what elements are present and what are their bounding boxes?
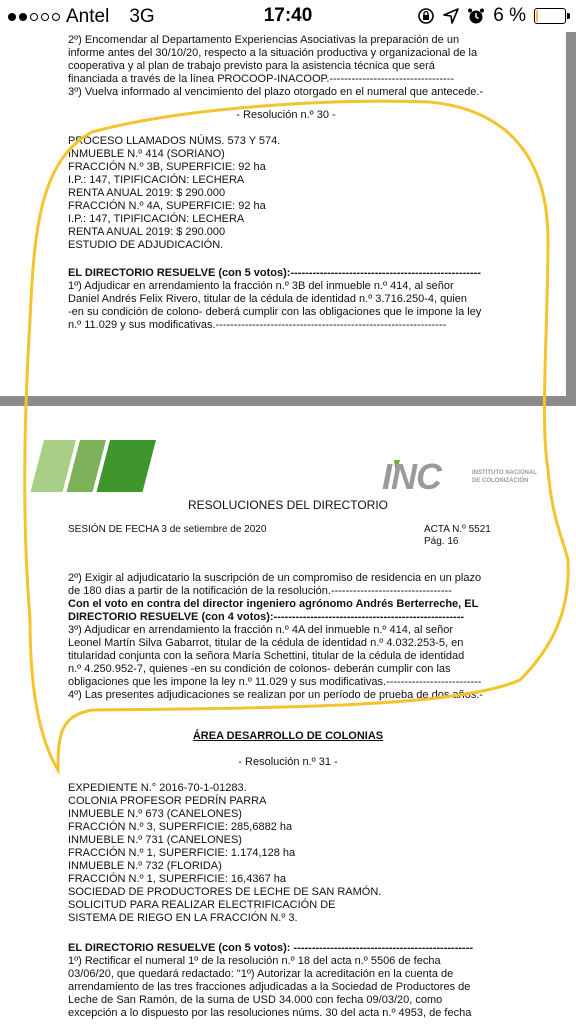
detail-line: RENTA ANUAL 2019: $ 290.000 [68, 187, 226, 199]
logo-subtitle-1: INSTITUTO NACIONAL [472, 470, 537, 476]
acta-number: ACTA N.º 5521 [424, 524, 491, 535]
status-icons [417, 5, 566, 27]
clock: 17:40 [263, 5, 313, 26]
resolution-31-details [68, 782, 381, 925]
resolution-30-title: - Resolución n.º 30 - [236, 109, 336, 121]
header-title: RESOLUCIONES DEL DIRECTORIO [187, 498, 389, 512]
detail-line: ESTUDIO DE ADJUDICACIÓN. [68, 239, 224, 251]
detail-line: COLONIA PROFESOR PEDRÍN PARRA [68, 795, 267, 807]
detail-line: FRACCIÓN N.º 3B, SUPERFICIE: 92 ha [68, 161, 266, 173]
text-line: cooperativa y al plan de trabajo previsto para la asistencia técnica que será [68, 60, 435, 72]
detail-line: I.P.: 147, TIPIFICACIÓN: LECHERA [68, 213, 245, 225]
detail-line: FRACCIÓN N.º 1, SUPERFICIE: 16,4367 ha [68, 873, 286, 885]
text-line: arrendamiento de las tres fracciones adjudicadas a la Sociedad de Productores de [68, 981, 471, 993]
text-line: obligaciones que les impone la ley n.º 11.029 y sus modificativas.-------------------------- [68, 676, 482, 688]
session-date: SESIÓN DE FECHA 3 de setiembre de 2020 [68, 524, 267, 535]
detail-line: FRACCIÓN N.º 1, SUPERFICIE: 1.174,128 ha [68, 847, 296, 859]
battery-percent: 6 % [493, 5, 526, 26]
text-line: 3º) Adjudicar en arrendamiento la fracción n.º 4A del inmueble n.º 414, al señor [68, 624, 454, 636]
text-line: -en su condición de colono- deberá cumplir con las obligaciones que le impone la ley [68, 306, 482, 318]
area-title: ÁREA DESARROLLO DE COLONIAS [192, 730, 384, 742]
resolve-header-31: EL DIRECTORIO RESUELVE (con 5 votos): ------------------------------------------------- [68, 942, 474, 954]
resolve-paragraph-31 [68, 955, 471, 1020]
detail-line: SOLICITUD PARA REALIZAR ELECTRIFICACIÓN DE [68, 899, 336, 911]
rotation-lock-icon [417, 7, 435, 25]
logo-subtitle-2: DE COLONIZACIÓN [472, 478, 529, 484]
detail-line: FRACCIÓN N.º 3, SUPERFICIE: 285,6882 ha [68, 821, 293, 833]
text-line: n.º 11.029 y sus modificativas.--------------------------------------------------------------- [68, 319, 447, 331]
text-line: excepción a lo dispuesto por las resoluciones núms. 30 del acta n.º 4953, de fecha [68, 1007, 472, 1019]
network-type: 3G [129, 6, 155, 27]
paragraph-3-4 [68, 624, 483, 702]
text-line: 3º) Vuelva informado al vencimiento del plazo otorgado en el numeral que antecede.- [68, 86, 484, 98]
detail-line: SOCIEDAD DE PRODUCTORES DE LECHE DE SAN RAMÓN. [68, 886, 382, 898]
text-line: de 180 días a partir de la notificación de la resolución.--------------------------------- [68, 585, 452, 597]
text-line: 1º) Adjudicar en arrendamiento la fracción n.º 3B del inmueble n.º 414, al señor [68, 280, 454, 292]
text-line: Con el voto en contra del director ingeniero agrónomo Andrés Berterreche, EL [68, 598, 479, 610]
logo-text: INC [382, 456, 441, 497]
detail-line: SISTEMA DE RIEGO EN LA FRACCIÓN N.º 3. [68, 912, 298, 924]
text-line: DIRECTORIO RESUELVE (con 4 votos):---------------------------------------------------- [68, 611, 465, 623]
text-line: n.º 4.250.952-7, quienes -en su condición de colonos- deberán cumplir con las [68, 663, 451, 675]
text-line: financiada a través de la línea PROCOOP-INACOOP.---------------------------------- [68, 73, 455, 85]
battery-icon [534, 8, 566, 24]
resolve-paragraph [68, 280, 481, 332]
resolve-header: EL DIRECTORIO RESUELVE (con 5 votos):---------------------------------------------------- [68, 267, 481, 279]
text-line: 03/06/20, que quedará redactado: "1º) Autorizar la acreditación en la cuenta de [68, 968, 454, 980]
inc-logo [378, 456, 548, 498]
text-line: Daniel Andrés Felix Rivero, titular de la cédula de identidad n.º 3.716.250-4, quien [68, 293, 468, 305]
detail-line: EXPEDIENTE N.° 2016-70-1-01283. [68, 782, 247, 794]
vote-against [68, 598, 478, 624]
text-line: informe antes del 30/10/20, respecto a la situación productiva y organizacional de la [68, 47, 478, 59]
detail-line: INMUEBLE N.º 732 (FLORIDA) [68, 860, 222, 872]
alarm-icon [467, 7, 485, 25]
text-line: 4º) Las presentes adjudicaciones se realizan por un período de prueba de dos años.- [68, 689, 483, 701]
text-line: 2º) Encomendar al Departamento Experiencias Asociativas la preparación de un [68, 34, 460, 46]
page1-top-paragraph [68, 34, 504, 99]
detail-line: INMUEBLE N.º 414 (SORIANO) [68, 148, 225, 160]
location-icon [443, 8, 459, 24]
detail-line: INMUEBLE N.º 673 (CANELONES) [68, 808, 242, 820]
detail-line: FRACCIÓN N.º 4A, SUPERFICIE: 92 ha [68, 200, 266, 212]
detail-line: I.P.: 147, TIPIFICACIÓN: LECHERA [68, 174, 245, 186]
detail-line: INMUEBLE N.º 731 (CANELONES) [68, 834, 242, 846]
resolution-31-title: - Resolución n.º 31 - [238, 756, 338, 768]
text-line: 2º) Exigir al adjudicatario la suscripción de un compromiso de residencia en un plazo [68, 572, 482, 584]
paragraph-2 [68, 572, 481, 598]
document-page-1 [0, 32, 566, 396]
document-page-2 [0, 406, 576, 1024]
carrier-name: Antel [66, 6, 110, 27]
text-line: Leonel Martín Silva Gabarrot, titular de la cédula de identidad n.º 4.032.253-5, en [68, 637, 464, 649]
text-line: Leche de San Ramón, de la suma de USD 34.000 con fecha 09/03/20, como [68, 994, 443, 1006]
detail-line: RENTA ANUAL 2019: $ 290.000 [68, 226, 226, 238]
detail-line: PROCESO LLAMADOS NÚMS. 573 Y 574. [68, 135, 281, 147]
green-stripes-logo [30, 440, 160, 492]
resolution-30-details [68, 135, 280, 252]
status-bar [0, 0, 576, 32]
text-line: 1º) Rectificar el numeral 1º de la resolución n.º 18 del acta n.º 5506 de fecha [68, 955, 441, 967]
text-line: titularidad conjunta con la señora María Schettini, titular de la cédula de identidad [68, 650, 465, 662]
page-number: Pág. 16 [424, 536, 459, 547]
